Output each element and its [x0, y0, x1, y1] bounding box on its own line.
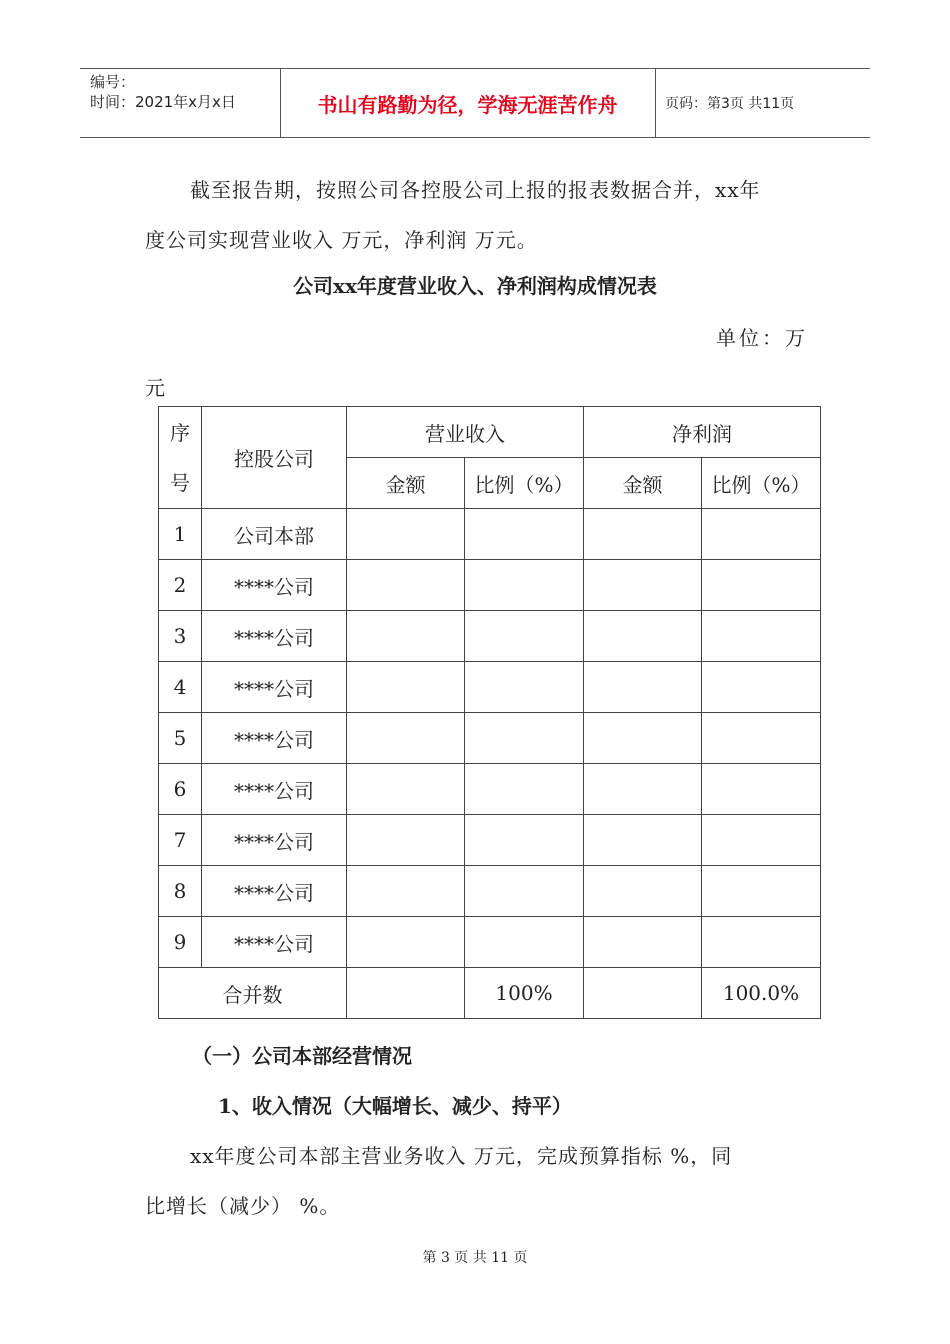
doc-number-label: 编号： — [90, 73, 136, 91]
unit-label: 单位：万 — [716, 326, 808, 350]
page-header — [80, 68, 870, 138]
section-heading: （一）公司本部经营情况 — [192, 1044, 412, 1068]
body-line-2: 比增长（减少） %。 — [145, 1194, 341, 1218]
doc-time: 时间：2021年x月x日 — [90, 93, 236, 111]
header-seq: 序 号 — [159, 407, 202, 509]
total-label: 合并数 — [159, 968, 347, 1019]
table-row: 7 ****公司 — [159, 815, 821, 866]
header-profit-ratio: 比例（%） — [702, 458, 821, 509]
intro-line-2: 度公司实现营业收入 万元，净利润 万元。 — [145, 228, 538, 252]
header-profit: 净利润 — [584, 407, 821, 458]
table-row: 1 公司本部 — [159, 509, 821, 560]
table-row: 3 ****公司 — [159, 611, 821, 662]
header-profit-amount: 金额 — [584, 458, 702, 509]
subsection-heading: 1、收入情况（大幅增长、减少、持平） — [218, 1094, 572, 1118]
header-company: 控股公司 — [202, 407, 347, 509]
table-title: 公司xx年度营业收入、净利润构成情况表 — [293, 274, 657, 298]
header-page-info: 页码：第3页 共11页 — [665, 96, 795, 112]
intro-line-1: 截至报告期，按照公司各控股公司上报的报表数据合并，xx年 — [190, 178, 761, 202]
header-motto: 书山有路勤为径，学海无涯苦作舟 — [280, 69, 656, 137]
body-line-1: xx年度公司本部主营业务收入 万元，完成预算指标 %，同 — [190, 1144, 733, 1168]
header-revenue-amount: 金额 — [347, 458, 465, 509]
header-revenue: 营业收入 — [347, 407, 584, 458]
page-footer: 第 3 页 共 11 页 — [422, 1250, 528, 1266]
header-revenue-ratio: 比例（%） — [465, 458, 584, 509]
total-revenue-ratio: 100% — [465, 968, 584, 1019]
composition-table — [158, 406, 821, 1019]
table-row: 6 ****公司 — [159, 764, 821, 815]
table-row: 5 ****公司 — [159, 713, 821, 764]
table-row: 8 ****公司 — [159, 866, 821, 917]
table-total-row — [159, 968, 821, 1019]
header-meta — [80, 69, 281, 137]
table-row: 9 ****公司 — [159, 917, 821, 968]
total-profit-ratio: 100.0% — [702, 968, 821, 1019]
unit-label-cont: 元 — [145, 376, 165, 400]
table-row: 4 ****公司 — [159, 662, 821, 713]
table-row: 2 ****公司 — [159, 560, 821, 611]
